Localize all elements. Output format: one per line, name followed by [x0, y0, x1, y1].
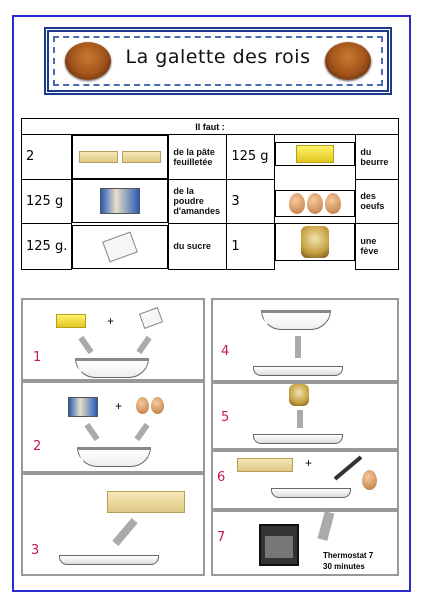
thermostat-text: Thermostat 7 [323, 551, 374, 560]
galette-image-right [325, 42, 371, 80]
step-panel-7 [211, 510, 399, 576]
step-number-6: 6 [217, 470, 226, 485]
bowl [261, 310, 331, 330]
feve-image [275, 223, 355, 261]
duration-text: 30 minutes [323, 562, 365, 571]
oven-image [259, 524, 299, 566]
label-almond: de la poudre d'amandes [169, 179, 227, 223]
qty-feve: 1 [227, 223, 275, 269]
arrow [112, 518, 137, 546]
title-banner [44, 27, 392, 95]
page-title: La galette des rois [125, 46, 311, 68]
step-number-1: 1 [33, 350, 42, 365]
label-feve: une fève [356, 223, 399, 269]
step-number-5: 5 [221, 410, 230, 425]
step-panel-4 [211, 298, 399, 382]
bowl [77, 447, 151, 467]
label-sugar: du sucre [169, 223, 227, 269]
arrow [84, 423, 99, 441]
step-panel-1 [21, 298, 205, 381]
label-eggs: des oeufs [356, 179, 399, 223]
sugar-image [139, 307, 163, 329]
arrow [318, 511, 335, 541]
egg-image [362, 470, 377, 490]
eggs-image [275, 190, 355, 217]
step-panel-2 [21, 381, 205, 473]
pie-dish [59, 555, 159, 565]
step-number-2: 2 [33, 439, 42, 454]
arrow [134, 423, 149, 441]
brush-image [334, 456, 363, 481]
qty-almond: 125 g [22, 179, 72, 223]
plus-sign: + [115, 399, 123, 413]
sugar-image [72, 225, 168, 269]
butter-image [56, 314, 86, 328]
step-panel-5 [211, 382, 399, 450]
qty-butter: 125 g [227, 135, 275, 180]
label-butter: du beurre [356, 135, 399, 180]
qty-pastry: 2 [22, 135, 72, 180]
arrow [297, 410, 303, 428]
qty-sugar: 125 g. [22, 223, 72, 269]
ingredients-header: Il faut : [22, 119, 399, 135]
step-panel-3 [21, 473, 205, 576]
step-panel-6 [211, 450, 399, 510]
pastry-image [72, 135, 168, 179]
plus-sign: + [107, 314, 115, 328]
step-number-4: 4 [221, 344, 230, 359]
plus-sign: + [305, 456, 313, 470]
pie-dish [253, 366, 343, 376]
butter-image [275, 142, 355, 166]
almond-bag-image [68, 397, 98, 417]
arrow [136, 336, 151, 354]
almond-bag-image [72, 179, 168, 223]
step-number-7: 7 [217, 530, 226, 545]
eggs-image [135, 397, 165, 419]
arrow [78, 336, 93, 354]
step-number-3: 3 [31, 543, 40, 558]
pie-dish [253, 434, 343, 444]
bowl [75, 358, 149, 378]
ingredients-table [21, 118, 399, 270]
feve-image [289, 384, 309, 406]
label-pastry: de la pâte feuilletée [169, 135, 227, 180]
qty-eggs: 3 [227, 179, 275, 223]
pastry-image [237, 458, 293, 472]
pie-dish [271, 488, 351, 498]
oven-instructions [323, 550, 373, 572]
arrow [295, 336, 301, 358]
pastry-image [107, 491, 185, 513]
